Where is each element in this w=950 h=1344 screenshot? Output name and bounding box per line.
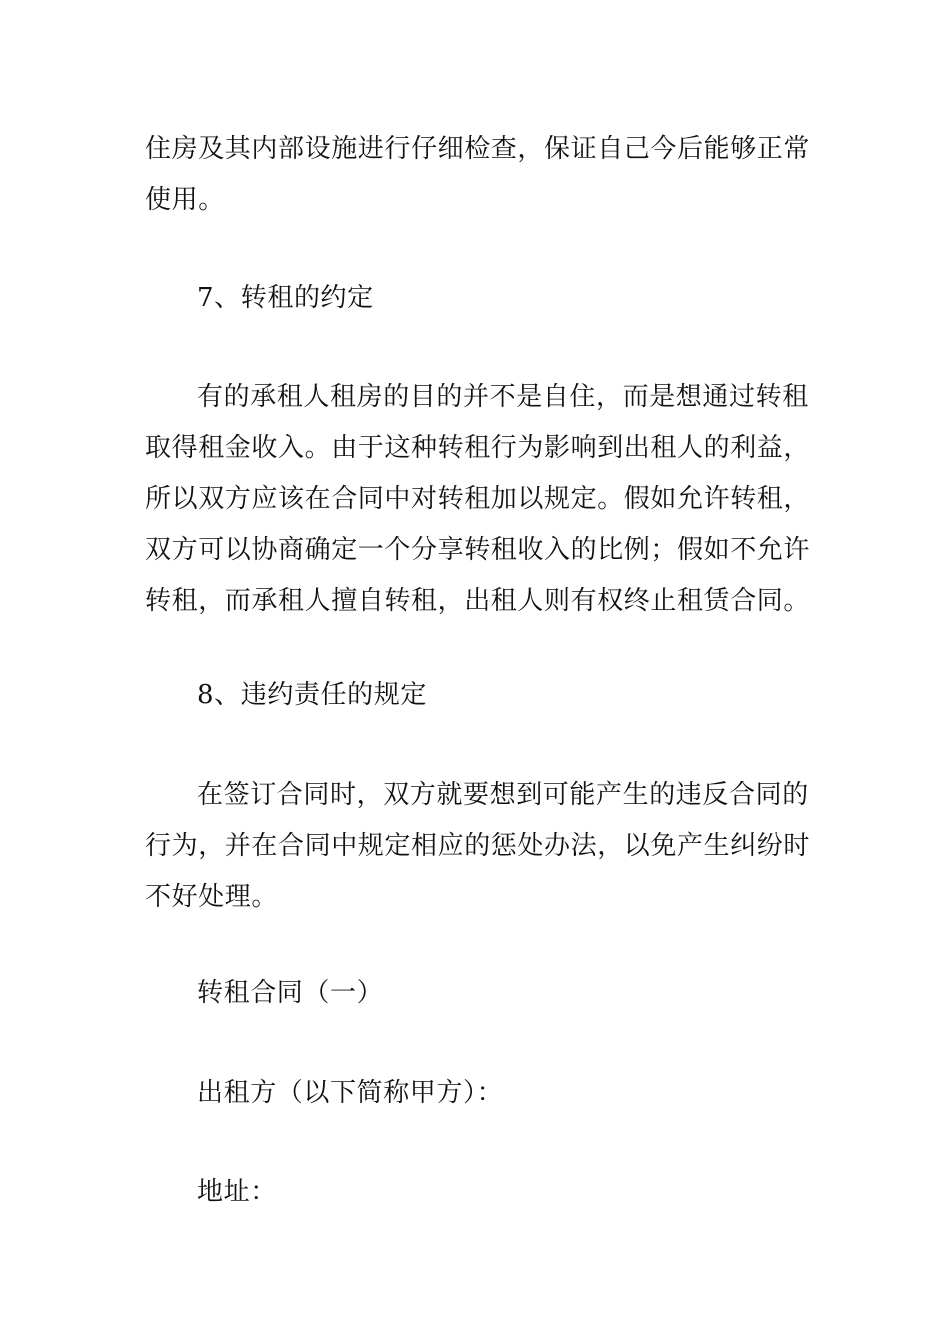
heading-sublease-contract-one: 转租合同（一）: [197, 978, 384, 1008]
address-field-label: 地址：: [197, 1177, 277, 1207]
paragraph-sublease-agreement: 有的承租人租房的目的并不是自住，而是想通过转租取得租金收入。由于这种转租行为影响到出租人的利益，所以双方应该在合同中对转租加以规定。假如允许转租，双方可以协商确定一个分享转租收入的比例；假如不允许转租，而承租人擅自转租，出租人则有权终止租赁合同。: [145, 382, 811, 616]
paragraph-breach-liability: 在签订合同时，双方就要想到可能产生的违反合同的行为，并在合同中规定相应的惩处办法，以免产生纠纷时不好处理。: [145, 780, 811, 912]
paragraph-inspection-continued: 住房及其内部设施进行仔细检查，保证自己今后能够正常使用。: [145, 134, 811, 215]
heading-sublease-agreement: 7、转租的约定: [197, 283, 374, 313]
lessor-field-label: 出租方（以下简称甲方）：: [197, 1078, 504, 1108]
heading-breach-liability: 8、违约责任的规定: [197, 680, 427, 710]
